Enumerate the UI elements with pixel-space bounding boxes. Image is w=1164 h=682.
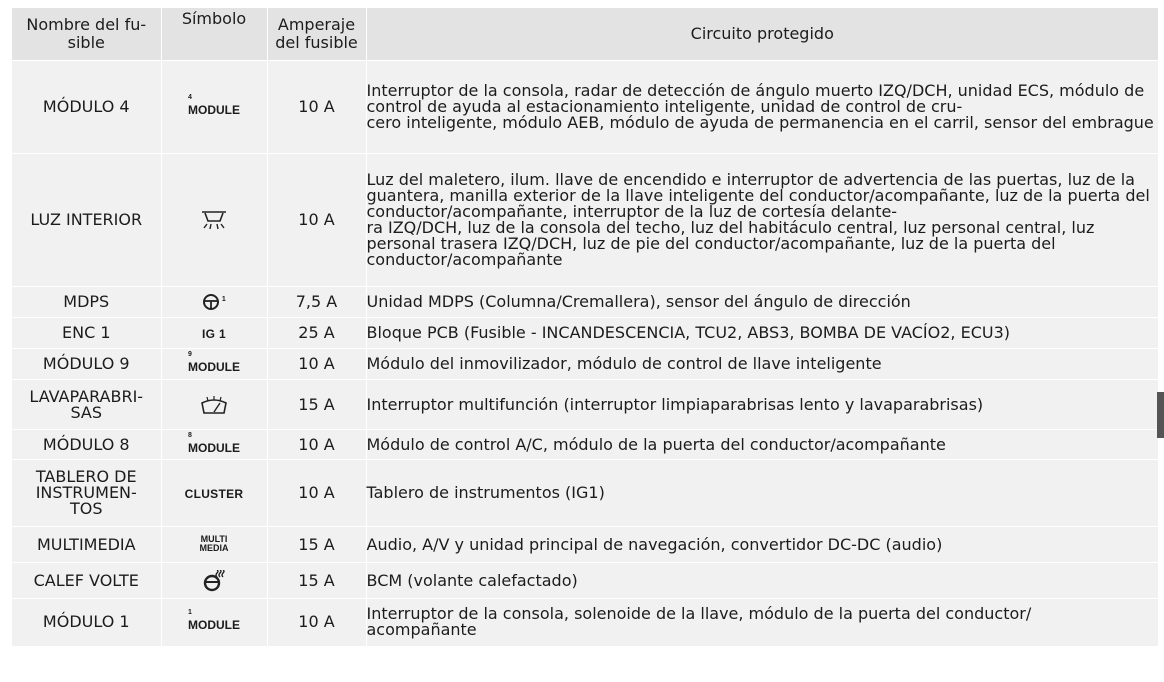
- fuse-amperage: 10 A: [267, 61, 366, 154]
- fuse-symbol: [161, 154, 267, 287]
- fuse-symbol: [161, 563, 267, 599]
- table-row: [12, 599, 1158, 646]
- table-row: [12, 318, 1158, 349]
- table-row: [12, 380, 1158, 430]
- fuse-name: LUZ INTERIOR: [12, 154, 161, 287]
- fuse-symbol: [161, 460, 267, 527]
- fuse-name: TABLERO DE INSTRUMEN- TOS: [12, 460, 161, 527]
- fuse-amperage: 15 A: [267, 380, 366, 430]
- table-row: [12, 349, 1158, 380]
- steering-wheel-icon: [202, 292, 227, 312]
- fuse-name: ENC 1: [12, 318, 161, 349]
- fuse-symbol: [161, 599, 267, 646]
- fuse-name: MÓDULO 4: [12, 61, 161, 154]
- fuse-name: MULTIMEDIA: [12, 527, 161, 563]
- protected-circuit: Interruptor de la consola, solenoide de la llave, módulo de la puerta del conductor/ acompañante: [366, 599, 1158, 646]
- module-symbol: 4 MODULE: [188, 94, 240, 117]
- fuse-amperage: 15 A: [267, 527, 366, 563]
- page-side-tab: [1157, 392, 1164, 438]
- table-row: [12, 527, 1158, 563]
- header-amperage: Amperaje del fusible: [267, 8, 366, 61]
- table-header-row: [12, 8, 1158, 61]
- cluster-symbol: CLUSTER: [184, 486, 244, 501]
- table-row: [12, 287, 1158, 318]
- header-symbol: Símbolo: [161, 8, 267, 61]
- module-symbol: 9 MODULE: [188, 351, 240, 374]
- header-circuit: Circuito protegido: [366, 8, 1158, 61]
- table-row: [12, 563, 1158, 599]
- protected-circuit: Bloque PCB (Fusible - INCANDESCENCIA, TCU2, ABS3, BOMBA DE VACÍO2, ECU3): [366, 318, 1158, 349]
- fuse-name: LAVAPARABRI- SAS: [12, 380, 161, 430]
- fuse-amperage: 15 A: [267, 563, 366, 599]
- interior-light-icon: [199, 209, 229, 231]
- fuse-amperage: 7,5 A: [267, 287, 366, 318]
- protected-circuit: Luz del maletero, ilum. llave de encendido e interruptor de advertencia de las puertas, luz de la guantera, manilla exterior de la llave inteligente del conductor/acompañante, luz de la puerta del conductor/acompañante, interruptor de la luz de cortesía delante- ra IZQ/DCH, luz de la consola del techo, luz del habitáculo central, luz personal central, luz personal trasera IZQ/DCH, luz de pie del conductor/acompañante, luz de la puerta del conductor/acompañante: [366, 154, 1158, 287]
- fuse-symbol: [161, 318, 267, 349]
- fuse-amperage: 25 A: [267, 318, 366, 349]
- fuse-amperage: 10 A: [267, 460, 366, 527]
- fuse-symbol: [161, 349, 267, 380]
- fuse-amperage: 10 A: [267, 154, 366, 287]
- ig1-symbol: IG 1: [202, 326, 226, 341]
- protected-circuit: Audio, A/V y unidad principal de navegación, convertidor DC-DC (audio): [366, 527, 1158, 563]
- table-row: [12, 460, 1158, 527]
- protected-circuit: Tablero de instrumentos (IG1): [366, 460, 1158, 527]
- table-row: [12, 154, 1158, 287]
- fuse-symbol: [161, 430, 267, 460]
- fuse-name: MÓDULO 8: [12, 430, 161, 460]
- fuse-symbol: [161, 61, 267, 154]
- fuse-name: MÓDULO 1: [12, 599, 161, 646]
- protected-circuit: Módulo de control A/C, módulo de la puerta del conductor/acompañante: [366, 430, 1158, 460]
- heated-steering-wheel-icon: [202, 570, 226, 592]
- protected-circuit: Interruptor de la consola, radar de detección de ángulo muerto IZQ/DCH, unidad ECS, módulo de control de ayuda al estacionamiento inteligente, unidad de control de cru- cero inteligente, módulo AEB, módulo de ayuda de permanencia en el carril, sensor del embrague: [366, 61, 1158, 154]
- multimedia-symbol: MULTI MEDIA: [199, 534, 229, 553]
- protected-circuit: Módulo del inmovilizador, módulo de control de llave inteligente: [366, 349, 1158, 380]
- protected-circuit: Unidad MDPS (Columna/Cremallera), sensor del ángulo de dirección: [366, 287, 1158, 318]
- steering-wheel-number: 1: [221, 296, 227, 303]
- fuse-amperage: 10 A: [267, 599, 366, 646]
- fuse-symbol: [161, 380, 267, 430]
- windshield-washer-icon: [200, 394, 228, 416]
- module-symbol: 8 MODULE: [188, 431, 240, 455]
- fuse-name: MDPS: [12, 287, 161, 318]
- table-row: [12, 61, 1158, 154]
- fuse-symbol: [161, 527, 267, 563]
- fuse-name: MÓDULO 9: [12, 349, 161, 380]
- fuse-amperage: 10 A: [267, 430, 366, 460]
- module-symbol: 1 MODULE: [188, 609, 240, 633]
- protected-circuit: Interruptor multifunción (interruptor limpiaparabrisas lento y lavaparabrisas): [366, 380, 1158, 430]
- fuse-table: [12, 8, 1158, 646]
- table-row: [12, 430, 1158, 460]
- protected-circuit: BCM (volante calefactado): [366, 563, 1158, 599]
- fuse-symbol: [161, 287, 267, 318]
- fuse-name: CALEF VOLTE: [12, 563, 161, 599]
- header-fuse-name: Nombre del fu- sible: [12, 8, 161, 61]
- fuse-amperage: 10 A: [267, 349, 366, 380]
